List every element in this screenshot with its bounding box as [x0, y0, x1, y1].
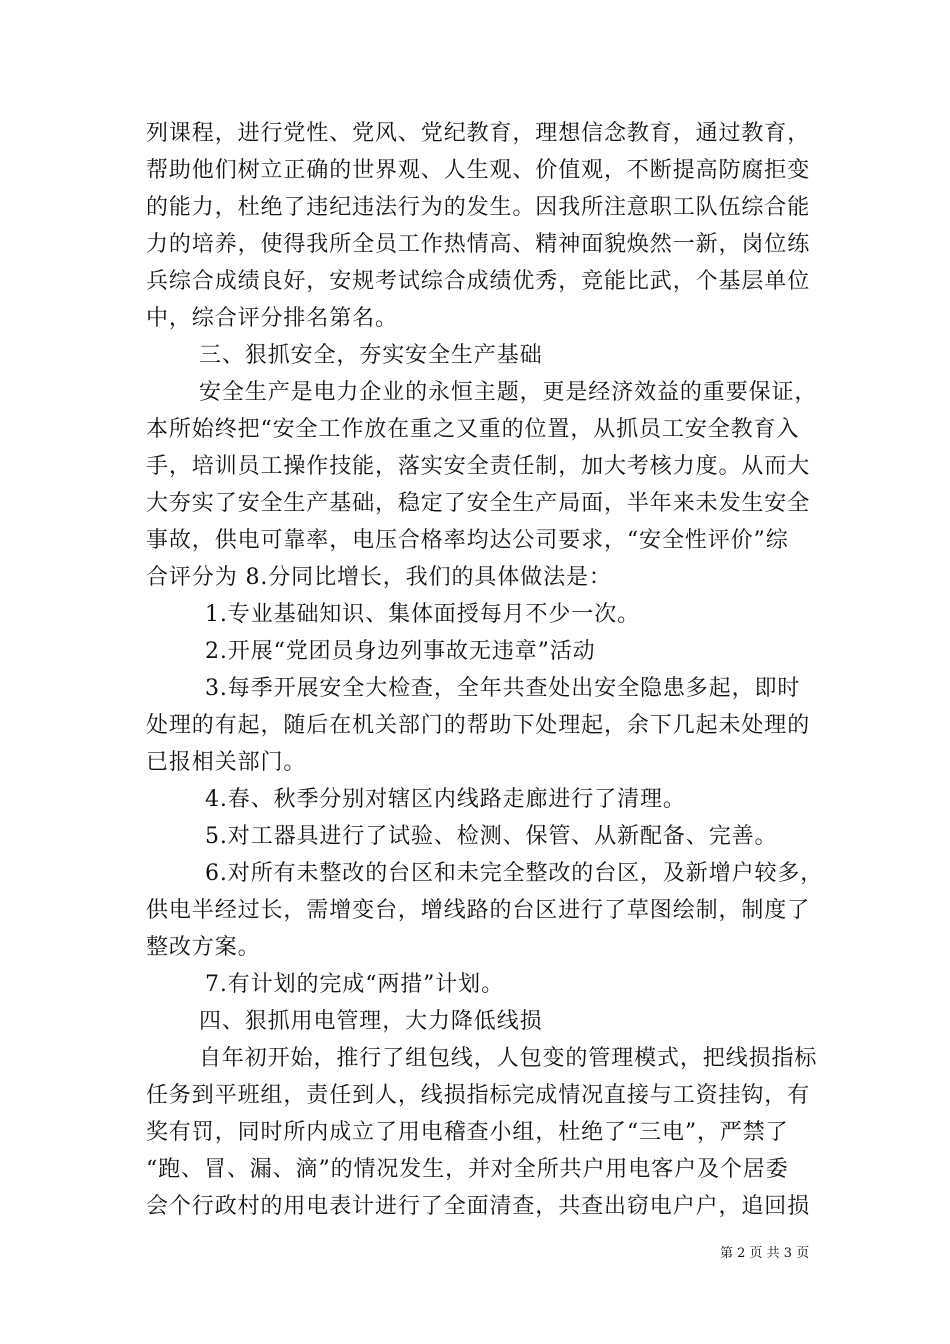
list-item: 2.开展“党团员身边列事故无违章”活动 — [205, 639, 596, 664]
list-item: 3.每季开展安全大检查，全年共查处出安全隐患多起，即时 — [205, 676, 801, 701]
text-line: 奖有罚，同时所内成立了用电稽查小组，杜绝了“三电”，严禁了 — [146, 1120, 789, 1145]
text-line: 会个行政村的用电表计进行了全面清查，共查出窃电户户，追回损 — [146, 1194, 811, 1219]
text-line: 整改方案。 — [146, 935, 261, 960]
text-line: 的能力，杜绝了违纪违法行为的发生。因我所注意职工队伍综合能 — [146, 195, 811, 220]
section-heading: 四、狠抓用电管理，大力降低线损 — [199, 1009, 543, 1034]
text-line: 自年初开始，推行了组包线，人包变的管理模式，把线损指标 — [199, 1046, 818, 1071]
page-number: 第 2 页 共 3 页 — [720, 1246, 810, 1261]
text-line: 已报相关部门。 — [146, 750, 307, 775]
list-item: 5.对工器具进行了试验、检测、保管、从新配备、完善。 — [205, 824, 778, 849]
text-line: 本所始终把“安全工作放在重之又重的位置，从抓员工安全教育入 — [146, 417, 800, 442]
text-line: 力的培养，使得我所全员工作热情高、精神面貌焕然一新，岗位练 — [146, 232, 811, 257]
text-line: 合评分为 8.分同比增长，我们的具体做法是： — [146, 565, 612, 590]
text-line: 手，培训员工操作技能，落实安全责任制，加大考核力度。从而大 — [146, 454, 811, 479]
text-line: 处理的有起，随后在机关部门的帮助下处理起，余下几起未处理的 — [146, 713, 811, 738]
text-line: 任务到平班组，责任到人，线损指标完成情况直接与工资挂钩，有 — [146, 1083, 811, 1108]
list-item: 6.对所有未整改的台区和未完全整改的台区，及新增户较多， — [205, 861, 824, 886]
text-line: 帮助他们树立正确的世界观、人生观、价值观，不断提高防腐拒变 — [146, 158, 811, 183]
text-line: “跑、冒、漏、滴”的情况发生，并对全所共户用电客户及个居委 — [146, 1157, 789, 1182]
text-line: 供电半经过长，需增变台，增线路的台区进行了草图绘制，制度了 — [146, 898, 811, 923]
text-line: 安全生产是电力企业的永恒主题，更是经济效益的重要保证， — [199, 380, 818, 405]
text-line: 列课程，进行党性、党风、党纪教育，理想信念教育，通过教育， — [146, 121, 811, 146]
list-item: 7.有计划的完成“两措”计划。 — [205, 972, 504, 997]
list-item: 1.专业基础知识、集体面授每月不少一次。 — [205, 602, 640, 627]
text-line: 兵综合成绩良好，安规考试综合成绩优秀，竞能比武，个基层单位 — [146, 269, 811, 294]
text-line: 事故，供电可靠率，电压合格率均达公司要求，“安全性评价”综 — [146, 528, 789, 553]
text-line: 中，综合评分排名第名。 — [146, 306, 398, 331]
text-line: 大夯实了安全生产基础，稳定了安全生产局面，半年来未发生安全 — [146, 491, 811, 516]
list-item: 4.春、秋季分别对辖区内线路走廊进行了清理。 — [205, 787, 686, 812]
section-heading: 三、狠抓安全，夯实安全生产基础 — [199, 343, 543, 368]
